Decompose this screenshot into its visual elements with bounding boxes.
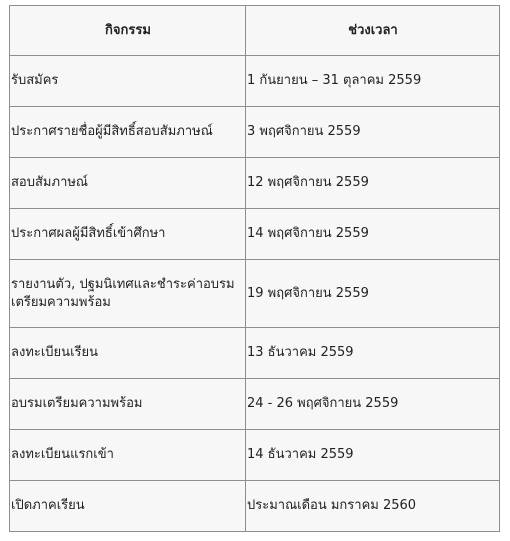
activity-cell: รับสมัคร bbox=[10, 56, 246, 107]
period-cell: 14 ธันวาคม 2559 bbox=[246, 430, 500, 481]
table-header-row bbox=[10, 6, 500, 56]
period-cell: 12 พฤศจิกายน 2559 bbox=[246, 158, 500, 209]
table-row bbox=[10, 379, 500, 430]
period-cell: 24 - 26 พฤศจิกายน 2559 bbox=[246, 379, 500, 430]
activity-cell: เปิดภาคเรียน bbox=[10, 481, 246, 532]
activity-cell: รายงานตัว, ปฐมนิเทศและชำระค่าอบรมเตรียมความพร้อม bbox=[10, 260, 246, 328]
period-cell: 19 พฤศจิกายน 2559 bbox=[246, 260, 500, 328]
header-period: ช่วงเวลา bbox=[246, 6, 500, 56]
activity-cell: อบรมเตรียมความพร้อม bbox=[10, 379, 246, 430]
activity-cell: สอบสัมภาษณ์ bbox=[10, 158, 246, 209]
activity-cell: ลงทะเบียนแรกเข้า bbox=[10, 430, 246, 481]
schedule-table-container bbox=[9, 5, 500, 532]
period-cell: 3 พฤศจิกายน 2559 bbox=[246, 107, 500, 158]
period-cell: 14 พฤศจิกายน 2559 bbox=[246, 209, 500, 260]
schedule-table bbox=[9, 5, 500, 532]
table-row bbox=[10, 430, 500, 481]
period-cell: 13 ธันวาคม 2559 bbox=[246, 328, 500, 379]
table-row bbox=[10, 328, 500, 379]
table-row bbox=[10, 260, 500, 328]
table-row bbox=[10, 158, 500, 209]
period-cell: 1 กันยายน – 31 ตุลาคม 2559 bbox=[246, 56, 500, 107]
activity-cell: ประกาศผลผู้มีสิทธิ์เข้าศึกษา bbox=[10, 209, 246, 260]
table-row bbox=[10, 107, 500, 158]
activity-cell: ลงทะเบียนเรียน bbox=[10, 328, 246, 379]
table-row bbox=[10, 481, 500, 532]
activity-cell: ประกาศรายชื่อผู้มีสิทธิ์สอบสัมภาษณ์ bbox=[10, 107, 246, 158]
table-row bbox=[10, 209, 500, 260]
table-row bbox=[10, 56, 500, 107]
header-activity: กิจกรรม bbox=[10, 6, 246, 56]
period-cell: ประมาณเดือน มกราคม 2560 bbox=[246, 481, 500, 532]
